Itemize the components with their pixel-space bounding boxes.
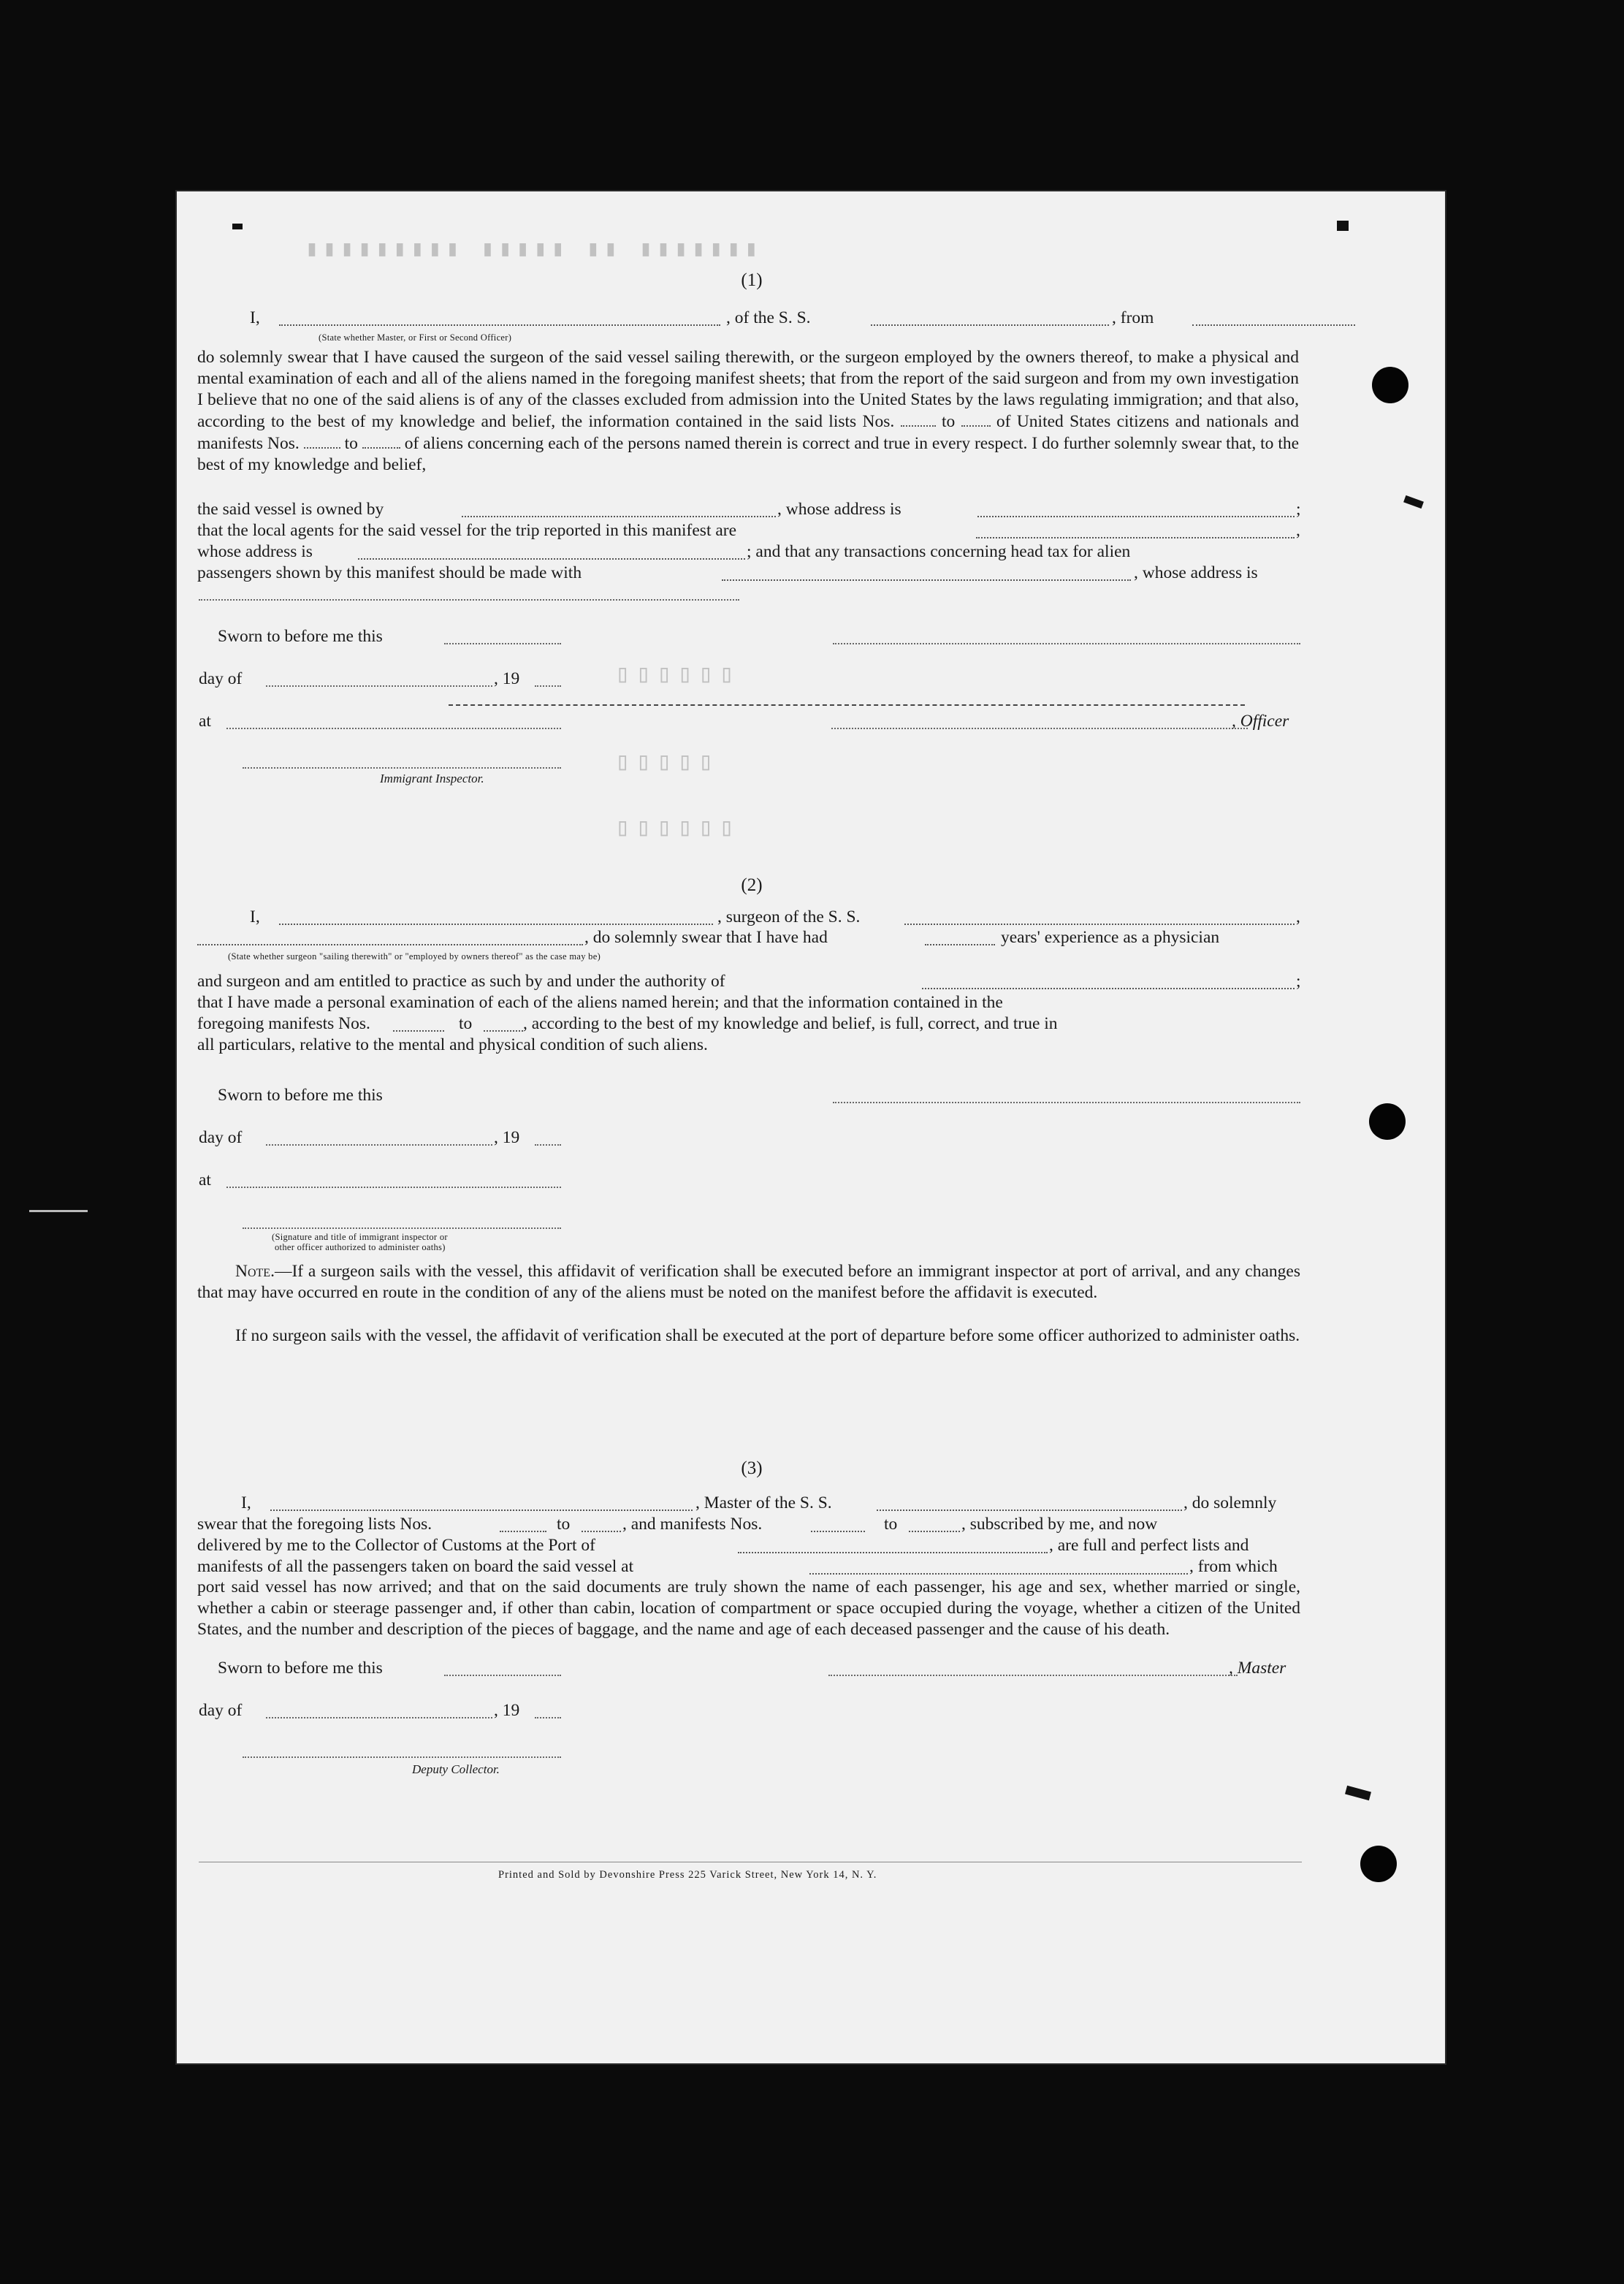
text-whose-address-2: whose address is bbox=[197, 542, 313, 561]
section-3-paragraph: port said vessel has now arrived; and that on the said documents are truly shown the name of each passenger, his age and sex, whether married or single, whether a cabin or steerage passenger and, if other than cabin, location of compartment or space occupied during the voyage, whether a citizen of the United States, and the number and description of the pieces of baggage, and the name and age of each deceased passenger and the cause of his death. bbox=[197, 1577, 1300, 1639]
text-from-which: , from which bbox=[1189, 1557, 1278, 1576]
text-of-ss: , of the S. S. bbox=[726, 308, 811, 327]
oath-text-1: do solemnly swear that I have caused the surgeon of the said vessel sailing therewith, or the surgeon employed by the owners thereof, to make a physical and mental examination of each and all of the aliens named in the foregoing manifest sheets; that from the report of the said surgeon and from my own investigation I believe that no one of the said aliens is of any of the classes excluded from admission into the United States by the laws regulating immigration; and that also, according to the best of my knowledge and belief, the information contained in the said lists Nos. bbox=[197, 348, 1299, 431]
manifests-from-field-3[interactable] bbox=[811, 1516, 865, 1532]
surgeon-vessel-field[interactable] bbox=[904, 909, 1295, 925]
sworn-label-1: Sworn to before me this bbox=[218, 627, 383, 646]
scan-speck-4 bbox=[1337, 221, 1349, 231]
at-label-2: at bbox=[199, 1170, 211, 1189]
section-1-number: (1) bbox=[741, 270, 763, 290]
surgeon-type-field[interactable] bbox=[197, 929, 583, 945]
text-full-perfect: , are full and perfect lists and bbox=[1049, 1536, 1249, 1555]
deputy-collector-signature-field[interactable] bbox=[243, 1756, 561, 1758]
bleed-through-marks-2: ▯▯▯▯▯▯ bbox=[615, 662, 740, 690]
surgeon-manifests-from-field[interactable] bbox=[393, 1016, 444, 1032]
text-to-5: to bbox=[884, 1515, 898, 1534]
sig-note-2: other officer authorized to administer oaths) bbox=[275, 1242, 446, 1252]
scan-speck-1 bbox=[1403, 495, 1424, 509]
text-i-3: I, bbox=[241, 1493, 251, 1512]
sworn-label-2: Sworn to before me this bbox=[218, 1086, 383, 1105]
inspector-signature-field[interactable] bbox=[243, 767, 561, 769]
note-paragraph-2: If no surgeon sails with the vessel, the affidavit of verification shall be executed at the port of departure before some officer authorized to administer oaths. bbox=[235, 1326, 1300, 1345]
oath-text-3: of aliens concerning each of the persons named therein is correct and true in every respect. I do further solemnly swear that, to the best of my knowledge and belief, bbox=[197, 434, 1300, 474]
day-of-label-3: day of bbox=[199, 1701, 243, 1720]
bleed-through-marks-4: ▯▯▯▯▯▯ bbox=[615, 815, 740, 843]
surgeon-name-field[interactable] bbox=[279, 909, 713, 925]
sworn-date-field-1[interactable] bbox=[444, 643, 561, 644]
section-3-number: (3) bbox=[741, 1458, 763, 1478]
text-subscribed: , subscribed by me, and now bbox=[961, 1515, 1158, 1534]
text-from: , from bbox=[1112, 308, 1154, 327]
scan-speck-2 bbox=[1345, 1786, 1371, 1800]
note-paragraph-1 bbox=[197, 1261, 1300, 1303]
day-of-label-2: day of bbox=[199, 1128, 243, 1147]
surgeon-note: (State whether surgeon "sailing therewith" or "employed by owners thereof" as the case may be) bbox=[228, 951, 601, 962]
edge-mark bbox=[29, 1210, 88, 1212]
text-to-3: to bbox=[459, 1014, 473, 1033]
vessel-name-field[interactable] bbox=[871, 310, 1109, 326]
port-field[interactable] bbox=[738, 1537, 1048, 1553]
month-field-3[interactable] bbox=[266, 1717, 492, 1718]
agents-address-field[interactable] bbox=[358, 544, 745, 560]
deputy-collector-label: Deputy Collector. bbox=[412, 1762, 500, 1776]
text-to-2: to bbox=[344, 434, 358, 453]
punch-hole-2 bbox=[1369, 1103, 1406, 1140]
printer-imprint: Printed and Sold by Devonshire Press 225 Varick Street, New York 14, N. Y. bbox=[498, 1869, 877, 1881]
text-do-solemnly: , do solemnly bbox=[1183, 1493, 1277, 1512]
departure-port-field[interactable] bbox=[809, 1558, 1188, 1575]
text-whose-address-3: , whose address is bbox=[1134, 563, 1258, 582]
at-field-1[interactable] bbox=[226, 728, 561, 729]
month-field-1[interactable] bbox=[266, 685, 492, 687]
month-field-2[interactable] bbox=[266, 1144, 492, 1146]
agents-field[interactable] bbox=[976, 522, 1295, 538]
manifests-from-field[interactable] bbox=[304, 433, 340, 449]
year-field-1[interactable] bbox=[535, 685, 561, 687]
at-label-1: at bbox=[199, 712, 211, 731]
examination-line: that I have made a personal examination of each of the aliens named herein; and that the information contained in the bbox=[197, 993, 1003, 1012]
from-port-field[interactable] bbox=[1192, 310, 1355, 326]
note-text-1: —If a surgeon sails with the vessel, this affidavit of verification shall be executed before an immigrant inspector at port of arrival, and any changes that may have occurred en route in the condition of any of the aliens must be noted on the manifest before the affidavit is executed. bbox=[197, 1262, 1300, 1302]
text-to-4: to bbox=[557, 1515, 571, 1534]
head-tax-party-field[interactable] bbox=[722, 565, 1131, 581]
text-swear: , do solemnly swear that I have had bbox=[584, 928, 828, 947]
sworn-date-field-3[interactable] bbox=[444, 1675, 561, 1676]
owner-address-field[interactable] bbox=[977, 501, 1295, 517]
administering-officer-signature-field[interactable] bbox=[243, 1227, 561, 1229]
text-manifests-nos: foregoing manifests Nos. bbox=[197, 1014, 370, 1033]
text-lists-nos: swear that the foregoing lists Nos. bbox=[197, 1515, 432, 1534]
lists-from-field-3[interactable] bbox=[500, 1516, 546, 1532]
text-according: , according to the best of my knowledge and belief, is full, correct, and true in bbox=[523, 1014, 1058, 1033]
text-years: years' experience as a physician bbox=[1001, 928, 1220, 947]
section-1-paragraph bbox=[197, 347, 1299, 476]
year-label-2: , 19 bbox=[494, 1128, 520, 1147]
text-whose-address: , whose address is bbox=[777, 500, 901, 519]
text-surgeon-of: , surgeon of the S. S. bbox=[717, 907, 861, 926]
year-label-1: , 19 bbox=[494, 669, 520, 688]
text-head-tax: ; and that any transactions concerning head tax for alien bbox=[747, 542, 1131, 561]
master-note: (State whether Master, or First or Second Officer) bbox=[319, 332, 512, 343]
text-collector: delivered by me to the Collector of Customs at the Port of bbox=[197, 1536, 595, 1555]
form-page: (1) I, , of the S. S. , from (State whether Master, or First or Second Officer) do solemnly swear that I have caused the surgeon of the said vessel sailing therewith, or the surgeon employed by the owners thereof, to make a physical and mental examination of each and all of the aliens named in the foregoing manifest sheets; that from the report of the said surgeon and from my own investigation I believe that no one of the said aliens is of any of the classes excluded from admission into the United States by the laws regulating immigration; and that also, according to the best of my knowledge and belief, the information contained in the said lists Nos. to of United States citizens and nationals and manifests Nos. to of aliens concerning each of the persons named therein is correct and true in every respect. I do further solemnly swear that, to the best of my knowledge and belief, the said vessel is owned by , whose address is ; that the local agents for the said vessel for the trip reported in this manifest are , whose address is ; and that any transactions concerning head tax for alien passengers shown by this manifest should be made with , whose address is Sworn to before me this day of , 19 at , Officer Immigrant Inspector. (2) I, , surgeon of the S. S. , , do solemnly swear that I have had years' experience as a physician (State whether surgeon "sailing therewith" or "employed by owners thereof" as the case may be) and surgeon and am entitled to practice as such by and under the authority of ; that I have made a personal examination of each of the aliens named herein; and that the information contained in the foregoing manifests Nos. to , according to the best of my knowledge and belief, is full, correct, and true in all particulars, relative to the mental and physical condition of such aliens. Sworn to before me this day of , 19 at (Signature and title of immigrant inspector or other officer authorized to administer oaths) Note.—If a surgeon sails with the vessel, this affidavit of verification shall be executed before an immigrant inspector at port of arrival, and any changes that may have occurred en route in the condition of any of the aliens must be noted on the manifest before the affidavit is executed. If no surgeon sails with the vessel, the affidavit of verification shall be executed at the port of departure before some officer authorized to administer oaths. (3) I, , Master of the S. S. , do solemnly swear that the foregoing lists Nos. to , and manifests Nos. to , subscribed by me, and now delivered by me to the Collector of Customs at the Port of , are full and perfect lists and manifests of all the passengers taken on board the said vessel at , from which port said vessel has now arrived; and that on the said documents are truly shown the name of each passenger, his age and sex, whether married or single, whether a cabin or steerage passenger and, if other than cabin, location of compartment or space occupied during the voyage, whether a citizen of the United States, and the number and description of the pieces of baggage, and the name and age of each deceased passenger and the cause of his death. Sworn to before me this , Master day of , 19 Deputy Collector. Printed and Sold by Devonshire Press 225 Varick Street, New York 14, N. Y. ▮▮▮▮▮▮▮ ▮▮ ▮▮▮▮▮ ▮▮▮▮▮▮▮▮▮ ▯▯▯▯▯▯ ▯▯▯▯▯ ▯▯▯▯▯▯ bbox=[177, 191, 1445, 2063]
day-of-label-1: day of bbox=[199, 669, 243, 688]
master-signature-field[interactable] bbox=[833, 643, 1300, 644]
officer-label: , Officer bbox=[1232, 712, 1289, 731]
text-passengers: passengers shown by this manifest should be made with bbox=[197, 563, 582, 582]
surgeon-manifests-to-field[interactable] bbox=[484, 1016, 523, 1032]
year-label-3: , 19 bbox=[494, 1701, 520, 1720]
text-to: to bbox=[941, 412, 956, 431]
year-field-3[interactable] bbox=[535, 1717, 561, 1718]
text-taken-aboard: manifests of all the passengers taken on board the said vessel at bbox=[197, 1557, 634, 1576]
officer-signature-field[interactable] bbox=[831, 728, 1248, 729]
bleed-through-marks-3: ▯▯▯▯▯ bbox=[615, 750, 720, 777]
years-field[interactable] bbox=[925, 929, 995, 945]
text-manifests-nos-3: , and manifests Nos. bbox=[622, 1515, 763, 1534]
manifests-to-field[interactable] bbox=[362, 433, 400, 449]
master-name-field[interactable] bbox=[279, 310, 720, 326]
lists-to-field-3[interactable] bbox=[582, 1516, 621, 1532]
text-i-2: I, bbox=[250, 907, 260, 926]
manifests-to-field-3[interactable] bbox=[909, 1516, 960, 1532]
sig-note-1: (Signature and title of immigrant inspector or bbox=[272, 1232, 448, 1242]
authority-field[interactable] bbox=[922, 973, 1295, 989]
inspector-label: Immigrant Inspector. bbox=[380, 772, 484, 785]
scan-dash-line bbox=[449, 704, 1245, 706]
punch-hole-1 bbox=[1372, 367, 1408, 403]
text-i: I, bbox=[250, 308, 260, 327]
sworn-label-3: Sworn to before me this bbox=[218, 1659, 383, 1678]
scan-speck-3 bbox=[232, 224, 243, 229]
master-label: , Master bbox=[1229, 1659, 1286, 1678]
text-master-of: , Master of the S. S. bbox=[695, 1493, 832, 1512]
lists-from-field[interactable] bbox=[901, 411, 936, 427]
note-label: Note. bbox=[235, 1262, 275, 1281]
lists-to-field[interactable] bbox=[961, 411, 991, 427]
owner-field[interactable] bbox=[462, 501, 776, 517]
vessel-name-field-3[interactable] bbox=[877, 1495, 1182, 1511]
section-2-number: (2) bbox=[741, 875, 763, 895]
at-field-2[interactable] bbox=[226, 1187, 561, 1188]
address-continuation-field[interactable] bbox=[199, 599, 739, 601]
master-signature-field-3[interactable] bbox=[828, 1675, 1238, 1676]
particulars-line: all particulars, relative to the mental and physical condition of such aliens. bbox=[197, 1035, 708, 1054]
bleed-through-marks-1: ▮▮▮▮▮▮▮ ▮▮ ▮▮▮▮▮ ▮▮▮▮▮▮▮▮▮ bbox=[301, 237, 758, 262]
oath-text-2: of United States citizens and nationals and manifests Nos. bbox=[197, 412, 1300, 453]
text-authority: and surgeon and am entitled to practice as such by and under the authority of bbox=[197, 972, 725, 991]
punch-hole-3 bbox=[1360, 1846, 1397, 1882]
master-name-field-3[interactable] bbox=[270, 1495, 693, 1511]
year-field-2[interactable] bbox=[535, 1144, 561, 1146]
text-agents: that the local agents for the said vessel for the trip reported in this manifest are bbox=[197, 521, 737, 540]
text-owned-by: the said vessel is owned by bbox=[197, 500, 384, 519]
surgeon-signature-field[interactable] bbox=[833, 1102, 1300, 1103]
